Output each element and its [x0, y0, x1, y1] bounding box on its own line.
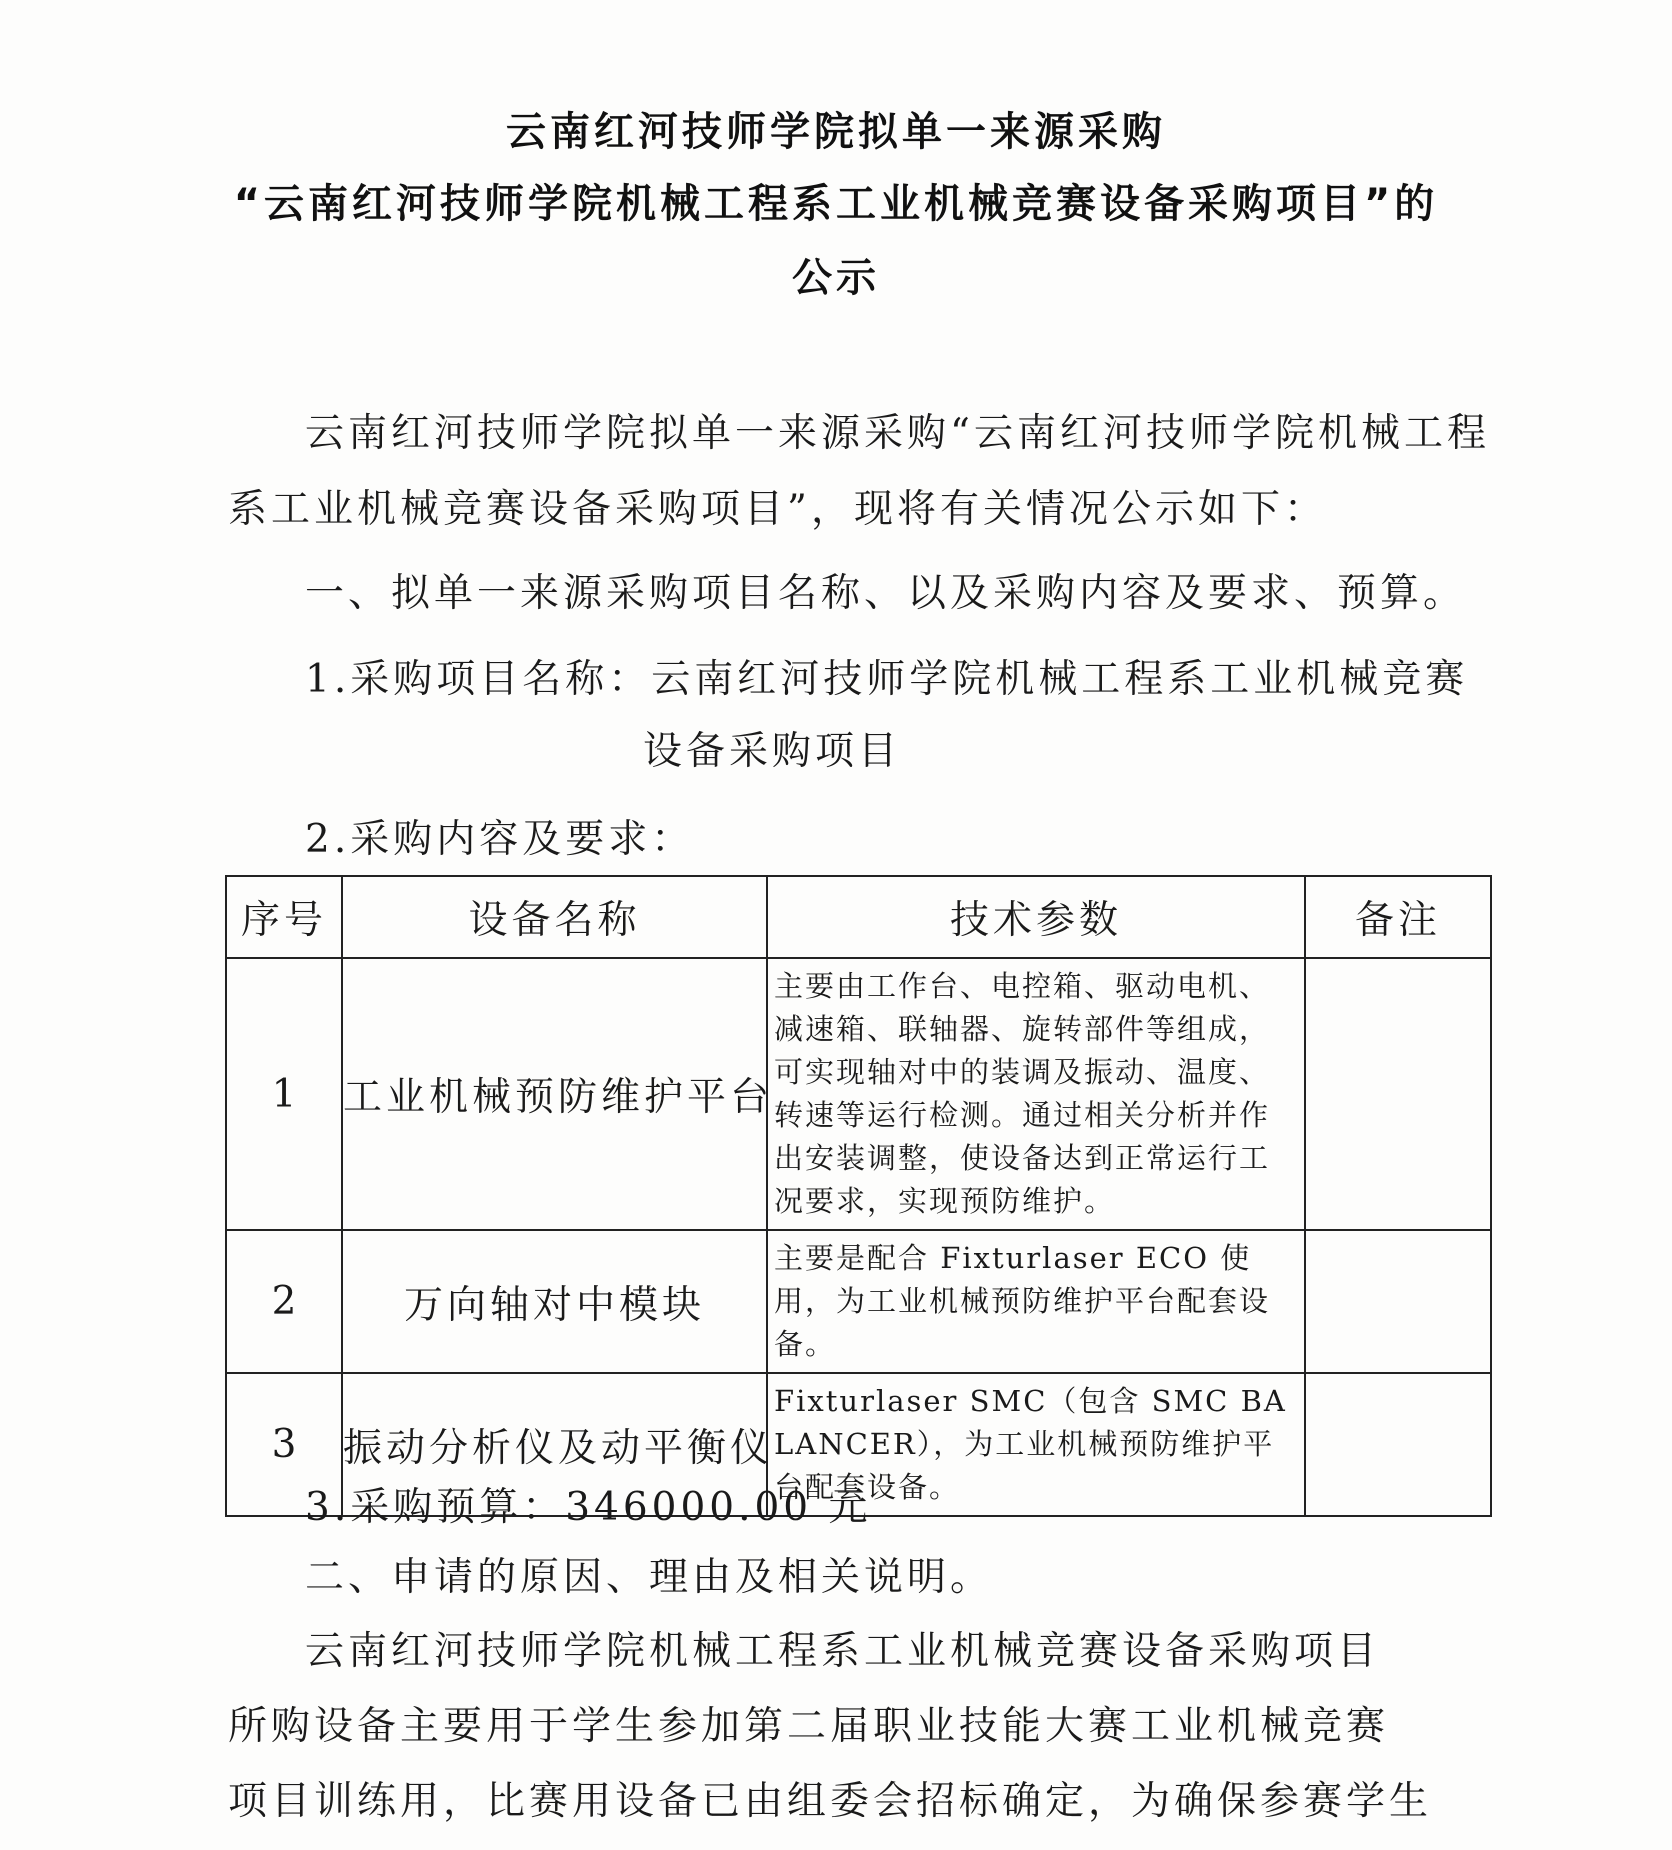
- header-name: 设备名称: [342, 876, 767, 958]
- document-title-line-1: 云南红河技师学院拟单一来源采购: [506, 109, 1166, 155]
- equipment-table: [225, 875, 1492, 1517]
- document-title-line-3: 公示: [792, 255, 880, 301]
- row-number: 3: [226, 1373, 342, 1516]
- row-number: 2: [226, 1230, 342, 1373]
- reason-paragraph-line-1: 云南红河技师学院机械工程系工业机械竞赛设备采购项目: [305, 1629, 1381, 1674]
- intro-paragraph-line-2: 系工业机械竞赛设备采购项目”，现将有关情况公示如下：: [228, 487, 1327, 532]
- technical-spec: 主要由工作台、电控箱、驱动电机、减速箱、联轴器、旋转部件等组成，可实现轴对中的装调及振动、温度、转速等运行检测。通过相关分析并作出安装调整，使设备达到正常运行工况要求，实现预防维护。: [767, 958, 1305, 1230]
- section-2-heading: 二、申请的原因、理由及相关说明。: [305, 1555, 994, 1600]
- reason-paragraph-line-2: 所购设备主要用于学生参加第二届职业技能大赛工业机械竞赛: [228, 1704, 1390, 1749]
- remark: [1305, 958, 1491, 1230]
- table-row: [226, 1230, 1491, 1373]
- document-title-line-2: “云南红河技师学院机械工程系工业机械竞赛设备采购项目”的: [233, 181, 1439, 227]
- section-1-heading: 一、拟单一来源采购项目名称、以及采购内容及要求、预算。: [305, 571, 1467, 616]
- technical-spec: 主要是配合 Fixturlaser ECO 使用，为工业机械预防维护平台配套设备。: [767, 1230, 1305, 1373]
- equipment-name: 工业机械预防维护平台: [342, 958, 767, 1230]
- procurement-budget: 3.采购预算：346000.00 元: [305, 1485, 872, 1530]
- reason-paragraph-line-3: 项目训练用，比赛用设备已由组委会招标确定，为确保参赛学生: [228, 1779, 1433, 1824]
- header-note: 备注: [1305, 876, 1491, 958]
- header-spec: 技术参数: [767, 876, 1305, 958]
- table-header-row: [226, 876, 1491, 958]
- project-name-line-2: 设备采购项目: [643, 729, 902, 774]
- header-no: 序号: [226, 876, 342, 958]
- table-row: [226, 958, 1491, 1230]
- remark: [1305, 1230, 1491, 1373]
- equipment-name: 振动分析仪及动平衡仪: [342, 1373, 767, 1516]
- intro-paragraph-line-1: 云南红河技师学院拟单一来源采购“云南红河技师学院机械工程: [305, 411, 1490, 456]
- project-name-line-1: 1.采购项目名称：云南红河技师学院机械工程系工业机械竞赛: [305, 657, 1469, 702]
- technical-spec: Fixturlaser SMC（包含 SMC BALANCER），为工业机械预防维护平台配套设备。: [767, 1373, 1305, 1516]
- equipment-name: 万向轴对中模块: [342, 1230, 767, 1373]
- remark: [1305, 1373, 1491, 1516]
- procurement-content-label: 2.采购内容及要求：: [305, 817, 695, 862]
- row-number: 1: [226, 958, 342, 1230]
